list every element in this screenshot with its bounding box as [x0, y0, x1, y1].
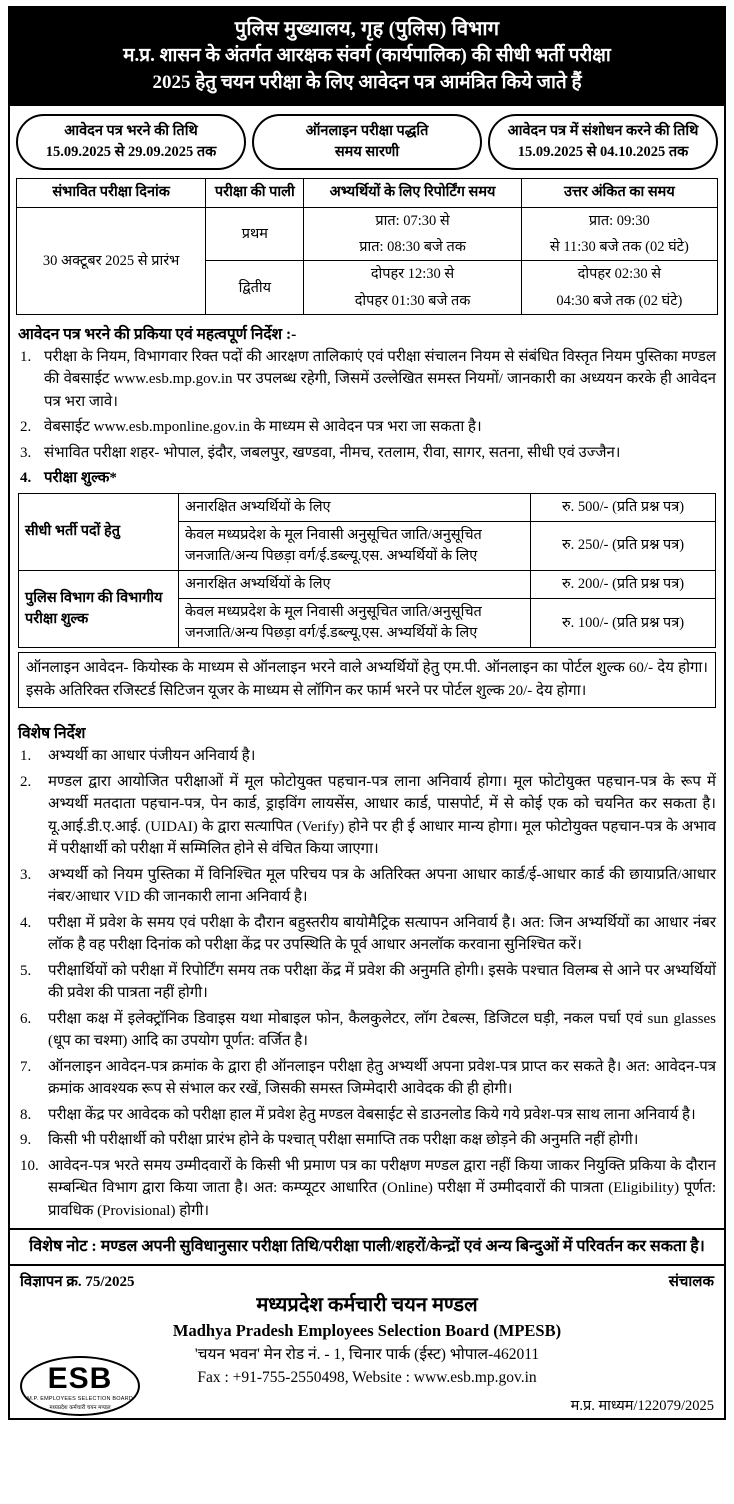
bubble-1-title: आवेदन पत्र भरने की तिथि [64, 123, 198, 140]
notice-border [8, 6, 726, 1420]
shift-1-answer-to: से 11:30 बजे तक (02 घंटे) [521, 234, 717, 261]
special-instructions-title: विशेष निर्देश [18, 725, 86, 743]
shift-1-answer-from: प्रात: 09:30 [521, 207, 717, 234]
process-list [10, 346, 724, 490]
exam-schedule-table [16, 178, 718, 315]
logo-text: ESB [47, 1362, 113, 1396]
bubble-3-title: आवेदन पत्र में संशोधन करने की तिथि [507, 123, 699, 140]
shift-2-answer-from: दोपहर 02:30 से [521, 261, 717, 288]
fee-category-direct: सीधी भर्ती पदों हेतु [19, 493, 179, 570]
logo-subtitle-en: M.P. EMPLOYEES SELECTION BOARD [27, 1396, 133, 1403]
bubble-2-value: समय सारणी [334, 144, 400, 161]
table-row [17, 207, 718, 234]
bubble-2-title: ऑनलाइन परीक्षा पद्धति [305, 123, 429, 140]
special-note: विशेष नोट : मण्डल अपनी सुविधानुसार परीक्षा तिथि/परीक्षा पाली/शहरों/केन्द्रों एवं अन्य बिन्दुओं में परिवर्तन कर सकता है। [10, 1228, 724, 1266]
list-item: अभ्यर्थी का आधार पंजीयन अनिवार्य है। [48, 748, 256, 765]
fee-desc-reserved-dept: केवल मध्यप्रदेश के मूल निवासी अनुसूचित जाति/अनुसूचित जनजाति/अन्य पिछड़ा वर्ग/ई.डब्ल्यू.एस. अभ्यर्थियों के लिए [179, 599, 531, 648]
list-item: परीक्षार्थियों को परीक्षा में रिपोर्टिंग समय तक परीक्षा केंद्र में प्रवेश की अनुमति होगी। इसके पश्चात विलम्ब से आने पर अभ्यर्थियों की प्रवेश की पात्रता नहीं होगी। [48, 962, 716, 1002]
fee-desc-reserved-direct: केवल मध्यप्रदेश के मूल निवासी अनुसूचित जाति/अनुसूचित जनजाति/अन्य पिछड़ा वर्ग/ई.डब्ल्यू.एस. अभ्यर्थियों के लिए [179, 521, 531, 570]
fee-category-departmental: पुलिस विभाग की विभागीय परीक्षा शुल्क [19, 571, 179, 648]
advertisement-number: विज्ञापन क्र. 75/2025 [20, 1274, 135, 1291]
shift-2: द्वितीय [206, 261, 304, 315]
fee-table [18, 493, 716, 648]
list-item: परीक्षा केंद्र पर आवेदक को परीक्षा हाल में प्रवेश हेतु मण्डल वेबसाईट से डाउनलोड किये गये प्रवेश-पत्र साथ लाना अनिवार्य है। [48, 1106, 696, 1123]
header-line-3: 2025 हेतु चयन परीक्षा के लिए आवेदन पत्र आमंत्रित किये जाते हैं [152, 71, 582, 93]
list-item: परीक्षा कक्ष में इलेक्ट्रॉनिक डिवाइस यथा मोबाइल फोन, कैलकुलेटर, लॉग टेबल्स, डिजिटल घड़ी, नकल पर्चा एवं sun glasses (धूप का चश्मा) आदि का उपयोग पूर्णत: वर्जित है। [48, 1010, 716, 1050]
col-exam-date: संभावित परीक्षा दिनांक [17, 179, 206, 208]
process-section-title: आवेदन पत्र भरने की प्रकिया एवं महत्वपूर्ण निर्देश :- [18, 325, 297, 343]
table-row [19, 571, 716, 599]
shift-2-reporting-to: दोपहर 01:30 बजे तक [304, 288, 521, 315]
bubble-application-dates [16, 114, 246, 170]
org-contact: Fax : +91-755-2550498, Website : www.esb.mp.gov.in [197, 1369, 537, 1387]
fee-desc-unreserved-direct: अनारक्षित अभ्यर्थियों के लिए [179, 493, 531, 521]
org-name-hindi: मध्यप्रदेश कर्मचारी चयन मण्डल [256, 1294, 478, 1317]
list-item: अभ्यर्थी को नियम पुस्तिका में विनिश्चित मूल परिचय पत्र के अतिरिक्त अपना आधार कार्ड/ई-आधार कार्ड की छायाप्रति/आधार नंबर/आधार VID की जानकारी लाना अनिवार्य है। [48, 866, 716, 906]
list-item: संभावित परीक्षा शहर- भोपाल, इंदौर, जबलपुर, खण्डवा, नीमच, रतलाम, रीवा, सागर, सतना, सीधी एवं उज्जैन। [44, 444, 621, 461]
list-item: किसी भी परीक्षार्थी को परीक्षा प्रारंभ होने के पश्चात् परीक्षा समाप्ति तक परीक्षा कक्ष छोड़ने की अनुमति नहीं होगी। [48, 1132, 639, 1149]
list-item: मण्डल द्वारा आयोजित परीक्षाओं में मूल फोटोयुक्त पहचान-पत्र लाना अनिवार्य होगा। मूल फोटोयुक्त पहचान-पत्र के रूप में अभ्यर्थी मतदाता पहचान-पत्र, पेन कार्ड, ड्राइविंग लायसेंस, आधार कार्ड, पासपोर्ट, में से कोई एक को चयनित कर सकता है। यू.आई.डी.ए.आई. (UIDAI) के द्वारा सत्यापित (Verify) होने पर ही ई आधार मान्य होगा। मूल फोटोयुक्त पहचान-पत्र के अभाव में परीक्षार्थी को परीक्षा में सम्मिलित होने से वंचित किया जाएगा। [48, 773, 716, 858]
special-instructions-list [10, 745, 724, 1222]
shift-1-reporting-to: प्रात: 08:30 बजे तक [304, 234, 521, 261]
list-item: आवेदन-पत्र भरते समय उम्मीदवारों के किसी भी प्रमाण पत्र का परीक्षण मण्डल द्वारा नहीं किया जाकर नियुक्ति प्रकिया के दौरान सम्बन्धित विभाग द्वारा किया जाता है। अत: कम्प्यूटर आधारित (Online) परीक्षा में उम्मीदवारों की पात्रता (Eligibility) पूर्णत: प्रावधिक (Provisional) होगी। [48, 1157, 716, 1219]
fee-amount-unreserved-direct: रु. 500/- (प्रति प्रश्न पत्र) [531, 493, 716, 521]
fee-desc-unreserved-dept: अनारक्षित अभ्यर्थियों के लिए [179, 571, 531, 599]
header-line-2: म.प्र. शासन के अंतर्गत आरक्षक संवर्ग (कार्यपालिक) की सीधी भर्ती परीक्षा [123, 45, 611, 66]
header-line-1: पुलिस मुख्यालय, गृह (पुलिस) विभाग [234, 18, 500, 40]
online-application-note: ऑनलाइन आवेदन- कियोस्क के माध्यम से ऑनलाइन भरने वाले अभ्यर्थियों हेतु एम.पी. ऑनलाइन का पोर्टल शुल्क 60/- देय होगा। इसके अतिरिक्त रजिस्टर्ड सिटिजन यूजर के माध्यम से लॉगिन कर फार्म भरने पर पोर्टल शुल्क 20/- देय होगा। [18, 652, 716, 708]
fee-amount-reserved-dept: रु. 100/- (प्रति प्रश्न पत्र) [531, 599, 716, 648]
org-name-english: Madhya Pradesh Employees Selection Board (MPESB) [172, 1321, 562, 1341]
shift-1: प्रथम [206, 207, 304, 261]
esb-logo [20, 1356, 140, 1416]
col-reporting-time: अभ्यर्थियों के लिए रिपोर्टिंग समय [304, 179, 521, 208]
org-address: 'चयन भवन' मेन रोड नं. - 1, चिनार पार्क (ईस्ट) भोपाल-462011 [194, 1345, 540, 1363]
shift-2-reporting-from: दोपहर 12:30 से [304, 261, 521, 288]
list-item: परीक्षा में प्रवेश के समय एवं परीक्षा के दौरान बहुस्तरीय बायोमैट्रिक सत्यापन अनिवार्य है। अत: जिन अभ्यर्थियों का आधार नंबर लॉक है वह परीक्षा दिनांक को परीक्षा केंद्र पर उपस्थिति के पूर्व आधार अनलॉक करवाना सुनिश्चित करें। [48, 914, 716, 954]
logo-subtitle-hi: मध्यप्रदेश कर्मचारी चयन मण्डल [49, 1405, 111, 1412]
bubble-1-value: 15.09.2025 से 29.09.2025 तक [45, 144, 217, 161]
date-bubbles [10, 106, 724, 176]
footer-block [10, 1291, 724, 1418]
col-answer-time: उत्तर अंकित का समय [521, 179, 717, 208]
bubble-exam-mode [252, 114, 482, 170]
bubble-3-value: 15.09.2025 से 04.10.2025 तक [517, 144, 689, 161]
list-item: परीक्षा के नियम, विभागवार रिक्त पदों की आरक्षण तालिकाएं एवं परीक्षा संचालन नियम से संबंधित विस्तृत नियम पुस्तिका मण्डल की वेबसाईट www.esb.mp.gov.in पर उपलब्ध रहेगी, जिसमें उल्लेखित समस्त नियमों/ जानकारी का अध्ययन करके ही आवेदन पत्र भरा जावे। [44, 348, 716, 410]
list-item: ऑनलाइन आवेदन-पत्र क्रमांक के द्वारा ही ऑनलाइन परीक्षा हेतु अभ्यर्थी अपना प्रवेश-पत्र प्राप्त कर सकते है। अत: आवेदन-पत्र क्रमांक आवश्यक रूप से संभाल कर रखें, जिसकी समस्त जिम्मेदारी आवेदक की ही होगी। [48, 1058, 716, 1098]
list-item: वेबसाईट www.esb.mponline.gov.in के माध्यम से आवेदन पत्र भरा जा सकता है। [44, 419, 482, 436]
logo-ellipse [20, 1356, 140, 1416]
header-banner [10, 8, 724, 106]
reference-number: म.प्र. माध्यम/122079/2025 [570, 1398, 714, 1415]
shift-2-answer-to: 04:30 बजे तक (02 घंटे) [521, 288, 717, 315]
col-shift: परीक्षा की पाली [206, 179, 304, 208]
table-header-row [17, 179, 718, 208]
shift-1-reporting-from: प्रात: 07:30 से [304, 207, 521, 234]
designation-label: संचालक [668, 1274, 714, 1291]
exam-date-value: 30 अक्टूबर 2025 से प्रारंभ [17, 207, 206, 314]
fee-amount-unreserved-dept: रु. 200/- (प्रति प्रश्न पत्र) [531, 571, 716, 599]
fee-amount-reserved-direct: रु. 250/- (प्रति प्रश्न पत्र) [531, 521, 716, 570]
bubble-correction-dates [488, 114, 718, 170]
table-row [19, 493, 716, 521]
advertisement-row [10, 1266, 724, 1291]
list-item-fee-heading: परीक्षा शुल्क* [44, 470, 117, 487]
